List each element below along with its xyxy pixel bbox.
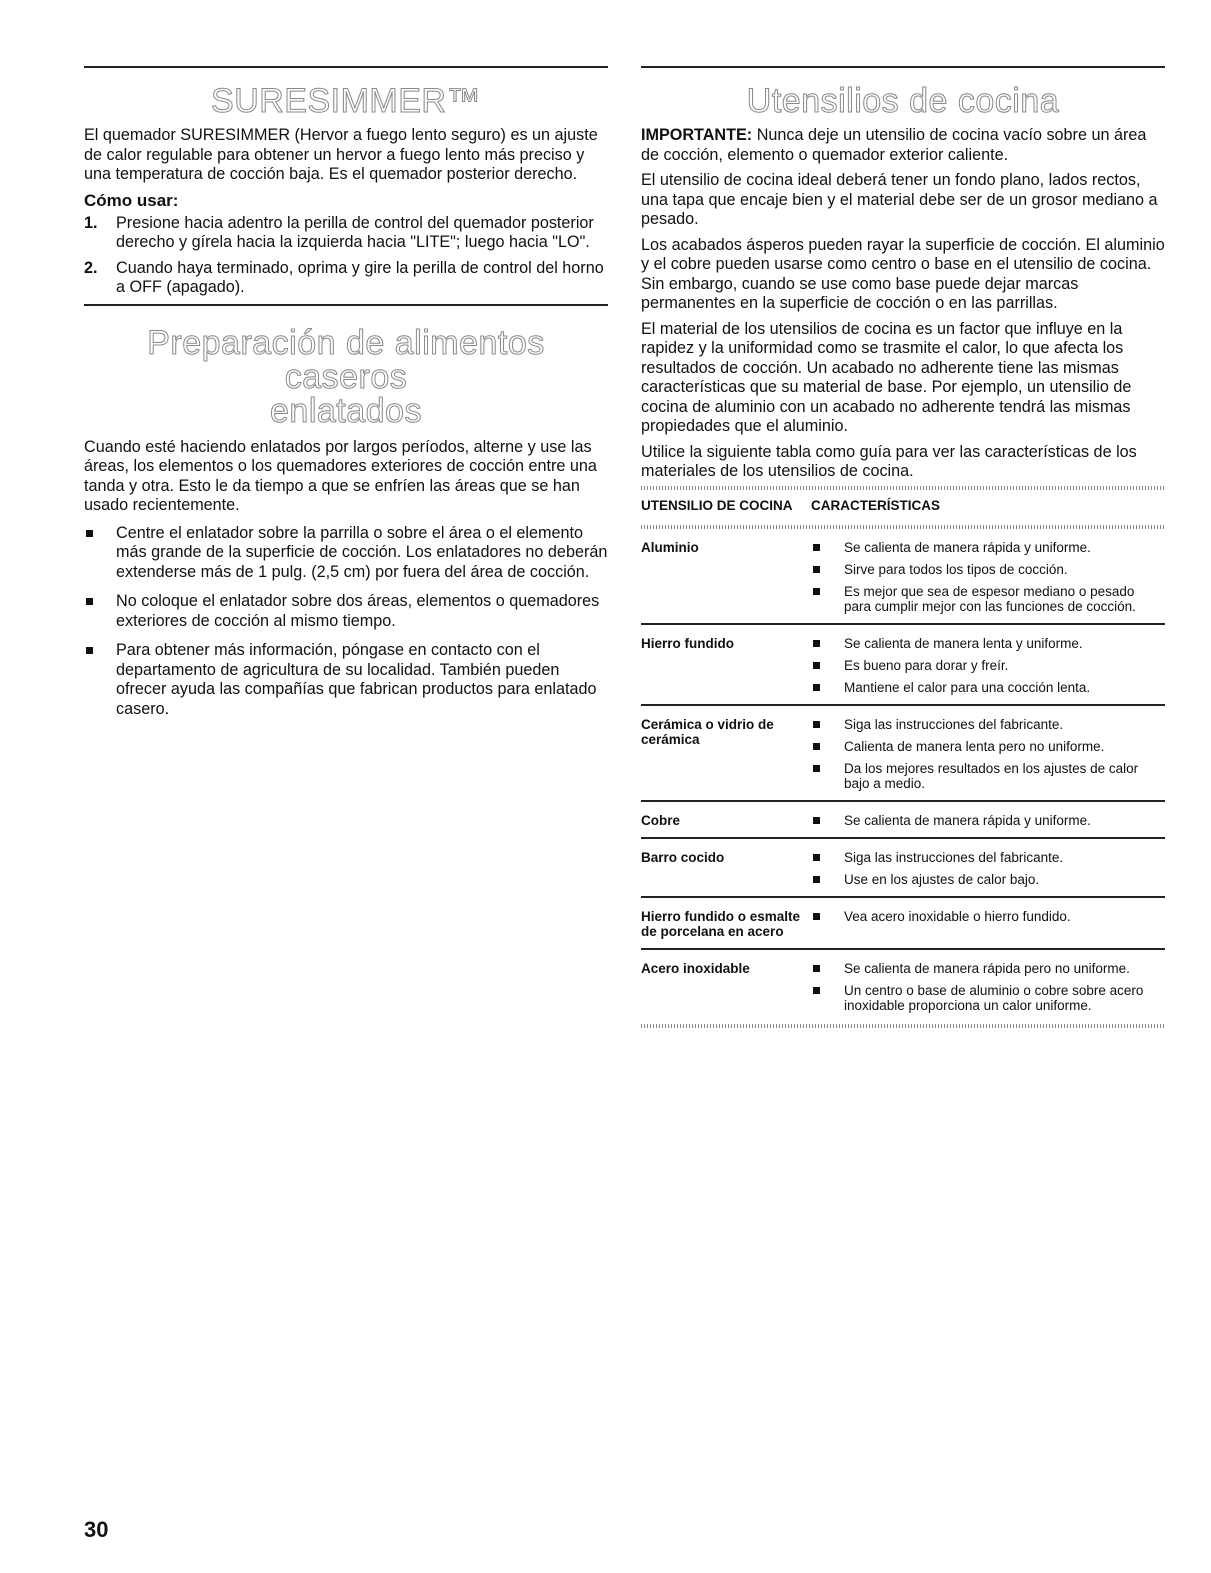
table-header-row — [641, 490, 1165, 525]
material-characteristics — [811, 624, 1165, 705]
material-characteristics — [811, 897, 1165, 949]
important-label: IMPORTANTE: — [641, 126, 753, 144]
characteristic-item — [811, 717, 1165, 732]
bullet-square-icon — [813, 876, 820, 883]
bullet-square-icon — [813, 640, 820, 647]
canning-intro: Cuando esté haciendo enlatados por largos períodos, alterne y use las áreas, los elementos o los quemadores exteriores de cocción entre una tanda y otra. Esto le da tiempo a que se enfríen las áreas que se han usado recientemente. — [84, 437, 597, 514]
bullet-text: Para obtener más información, póngase en contacto con el departamento de agricultura de su localidad. También pueden ofrecer ayuda las compañías que fabrican productos para enlatado casero. — [116, 641, 597, 718]
bullet-text: No coloque el enlatador sobre dos áreas, elementos o quemadores exteriores de cocción al mismo tiempo. — [116, 592, 600, 630]
material-characteristics — [811, 838, 1165, 897]
right-column — [641, 0, 1165, 1028]
cookware-paragraph: El material de los utensilios de cocina es un factor que influye en la rapidez y la uniformidad como se trasmite el calor, lo que afecta los resultados de cocción. Un acabado no adherente tiene las mismas características que su material de base. Por ejemplo, un utensilio de cocina de aluminio con un acabado no adherente tendrá las mismas propiedades que el aluminio. — [641, 319, 1132, 435]
left-column — [84, 0, 608, 729]
characteristic-text: Calienta de manera lenta pero no uniforme. — [844, 738, 1105, 754]
material-name: Acero inoxidable — [641, 949, 811, 1022]
suresimmer-heading: SURESIMMER™ — [211, 82, 481, 120]
characteristic-text: Se calienta de manera rápida y uniforme. — [844, 539, 1091, 555]
characteristic-text: Da los mejores resultados en los ajustes de calor bajo a medio. — [844, 760, 1139, 791]
characteristic-item — [811, 961, 1165, 976]
material-name: Barro cocido — [641, 838, 811, 897]
bullet-square-icon — [813, 566, 820, 573]
step-text: Presione hacia adentro la perilla de control del quemador posterior derecho y gírela hacia la izquierda hacia "LITE"; luego hacia "LO". — [116, 213, 594, 251]
bullet-text: Centre el enlatador sobre la parrilla o sobre el área o el elemento más grande de la superficie de cocción. Los enlatadores no deberán extenderse más de 1 pulg. (2,5 cm) por fuera del área de cocción. — [116, 523, 608, 581]
table-bottom-hatch — [641, 1024, 1165, 1028]
table-header-material: UTENSILIO DE COCINA — [641, 497, 793, 513]
cookware-heading: Utensilios de cocina — [746, 82, 1060, 120]
canning-heading-line1: Preparación de alimentos caseros — [147, 323, 545, 396]
bullet-square-icon — [813, 662, 820, 669]
material-characteristics — [811, 949, 1165, 1022]
characteristic-item — [811, 850, 1165, 865]
bullet-square-icon — [813, 854, 820, 861]
top-rule-left — [84, 66, 608, 68]
cookware-paragraph: Utilice la siguiente tabla como guía para ver las características de los materiales de los utensilios de cocina. — [641, 442, 1137, 480]
table-row — [641, 897, 1165, 949]
canning-bullets — [84, 524, 608, 720]
bullet-square-icon — [813, 743, 820, 750]
characteristic-item — [811, 983, 1165, 1013]
characteristic-text: Se calienta de manera rápida pero no uniforme. — [844, 960, 1130, 976]
characteristic-item — [811, 636, 1165, 651]
important-text: Nunca deje un utensilio de cocina vacío sobre un área de cocción, elemento o quemador exterior caliente. — [641, 126, 1147, 164]
table-row — [641, 838, 1165, 897]
cookware-paragraph: Los acabados ásperos pueden rayar la superficie de cocción. El aluminio y el cobre pueden usarse como centro o base en el utensilio de cocina. Sin embargo, cuando se use como base puede dejar marcas permanentes en la superficie de cocción o en las parrillas. — [641, 235, 1165, 312]
step-number: 1. — [84, 213, 98, 232]
top-rule-right — [641, 66, 1165, 68]
material-name: Cobre — [641, 801, 811, 838]
characteristic-text: Siga las instrucciones del fabricante. — [844, 849, 1064, 865]
bullet-square-icon — [86, 647, 93, 654]
characteristic-text: Use en los ajustes de calor bajo. — [844, 871, 1040, 887]
bullet-square-icon — [86, 598, 93, 605]
step-number: 2. — [84, 258, 98, 277]
bullet-square-icon — [813, 765, 820, 772]
characteristic-item — [811, 761, 1165, 791]
characteristic-text: Sirve para todos los tipos de cocción. — [844, 561, 1068, 577]
characteristic-item — [811, 909, 1165, 924]
characteristic-item — [811, 680, 1165, 695]
bullet-item — [84, 524, 608, 583]
characteristic-text: Se calienta de manera rápida y uniforme. — [844, 812, 1091, 828]
characteristic-item — [811, 562, 1165, 577]
characteristic-item — [811, 739, 1165, 754]
bullet-square-icon — [813, 544, 820, 551]
table-row — [641, 801, 1165, 838]
material-name: Cerámica o vidrio de cerámica — [641, 705, 811, 801]
suresimmer-intro: El quemador SURESIMMER (Hervor a fuego lento seguro) es un ajuste de calor regulable para obtener un hervor a fuego lento más preciso y una temperatura de cocción baja. Es el quemador posterior derecho. — [84, 126, 598, 183]
characteristic-item — [811, 540, 1165, 555]
bullet-square-icon — [813, 913, 820, 920]
page-number: 30 — [84, 1517, 109, 1542]
bullet-item — [84, 592, 608, 631]
table-row — [641, 949, 1165, 1022]
material-name: Hierro fundido — [641, 624, 811, 705]
material-name: Hierro fundido o esmalte de porcelana en acero — [641, 897, 811, 949]
cookware-paragraph: El utensilio de cocina ideal deberá tener un fondo plano, lados rectos, una tapa que encaje bien y el material debe ser de un grosor mediano a pesado. — [641, 171, 1158, 228]
table-header-characteristics: CARACTERÍSTICAS — [811, 497, 941, 513]
characteristic-text: Un centro o base de aluminio o cobre sobre acero inoxidable proporciona un calor uniforme. — [844, 982, 1144, 1013]
table-row — [641, 529, 1165, 624]
step-item — [84, 214, 608, 253]
bullet-square-icon — [813, 965, 820, 972]
important-note — [641, 126, 1165, 165]
material-characteristics — [811, 705, 1165, 801]
bullet-square-icon — [813, 684, 820, 691]
characteristic-text: Mantiene el calor para una cocción lenta. — [844, 679, 1091, 695]
characteristic-text: Es bueno para dorar y freír. — [844, 657, 1009, 673]
material-name: Aluminio — [641, 539, 699, 555]
bullet-square-icon — [813, 987, 820, 994]
characteristic-text: Se calienta de manera lenta y uniforme. — [844, 635, 1083, 651]
table-row — [641, 624, 1165, 705]
bullet-square-icon — [813, 588, 820, 595]
table-row — [641, 705, 1165, 801]
bullet-square-icon — [813, 721, 820, 728]
characteristic-text: Siga las instrucciones del fabricante. — [844, 716, 1064, 732]
characteristic-text: Es mejor que sea de espesor mediano o pesado para cumplir mejor con las funciones de cocción. — [844, 583, 1136, 614]
how-to-use-subhead: Cómo usar: — [84, 190, 179, 210]
cookware-table — [641, 490, 1165, 1022]
bullet-item — [84, 641, 608, 719]
bullet-square-icon — [86, 530, 93, 537]
step-text: Cuando haya terminado, oprima y gire la perilla de control del horno a OFF (apagado). — [116, 258, 604, 296]
characteristic-item — [811, 872, 1165, 887]
characteristic-item — [811, 658, 1165, 673]
canning-heading-line2: enlatados — [270, 391, 422, 430]
characteristic-text: Vea acero inoxidable o hierro fundido. — [844, 908, 1071, 924]
suresimmer-steps — [84, 214, 608, 298]
bullet-square-icon — [813, 817, 820, 824]
table-body — [641, 525, 1165, 1022]
section-rule — [84, 304, 608, 306]
step-item — [84, 259, 608, 298]
characteristic-item — [811, 813, 1165, 828]
characteristic-item — [811, 584, 1165, 614]
material-characteristics — [811, 801, 1165, 838]
material-characteristics — [811, 529, 1165, 624]
